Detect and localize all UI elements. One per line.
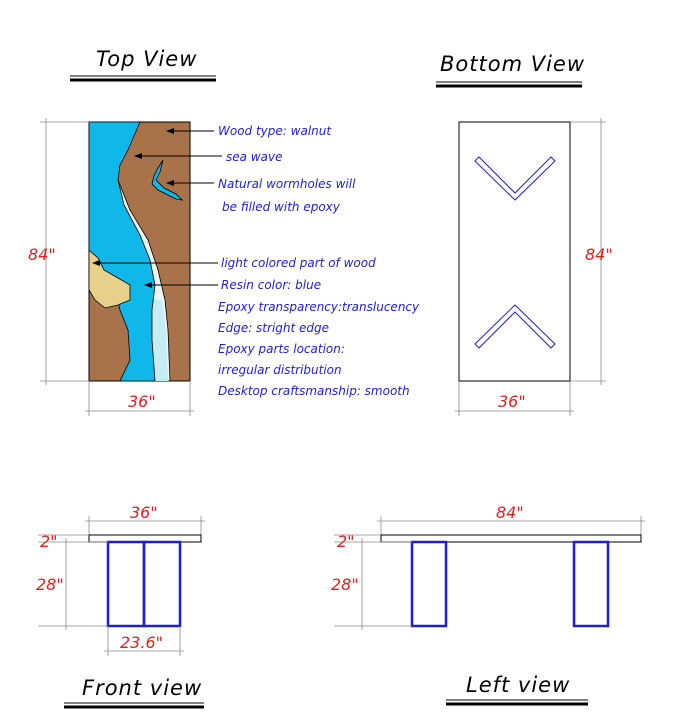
note-edge: Edge: stright edge (218, 321, 330, 335)
left-dim-length: 84" (496, 503, 524, 522)
note-light-wood: light colored part of wood (221, 256, 376, 270)
left-dim-leg-height: 28" (331, 575, 359, 594)
top-view-title: Top View (96, 47, 198, 71)
note-transparency: Epoxy transparency:translucency (218, 300, 420, 314)
left-leg-back (574, 542, 608, 626)
note-craftsmanship: Desktop craftsmanship: smooth (218, 384, 410, 398)
note-wood-type: Wood type: walnut (218, 124, 332, 138)
left-dim-thickness: 2" (337, 532, 355, 551)
note-parts-location-1: Epoxy parts location: (218, 342, 345, 356)
front-view (36, 503, 205, 707)
top-view (28, 47, 420, 416)
note-resin-color: Resin color: blue (221, 278, 322, 292)
front-dim-leg-height: 28" (36, 575, 64, 594)
bottom-view (436, 52, 613, 416)
left-leg-front (412, 542, 446, 626)
top-dim-width: 36" (128, 392, 156, 411)
note-parts-location-2: irregular distribution (218, 363, 342, 377)
front-leg-right (144, 542, 180, 626)
note-wormholes-1: Natural wormholes will (218, 177, 356, 191)
bottom-view-title: Bottom View (440, 52, 585, 76)
front-dim-leg-width: 23.6" (120, 633, 163, 652)
front-dim-width: 36" (130, 503, 158, 522)
bottom-dim-height: 84" (585, 245, 613, 264)
top-dim-height: 84" (28, 245, 56, 264)
front-leg-left (108, 542, 144, 626)
left-view (331, 503, 645, 704)
front-dim-thickness: 2" (40, 532, 58, 551)
bottom-dim-width: 36" (498, 392, 526, 411)
left-view-title: Left view (466, 673, 571, 697)
front-view-title: Front view (82, 676, 203, 700)
note-sea-wave: sea wave (226, 150, 283, 164)
note-wormholes-2: be filled with epoxy (222, 200, 340, 214)
